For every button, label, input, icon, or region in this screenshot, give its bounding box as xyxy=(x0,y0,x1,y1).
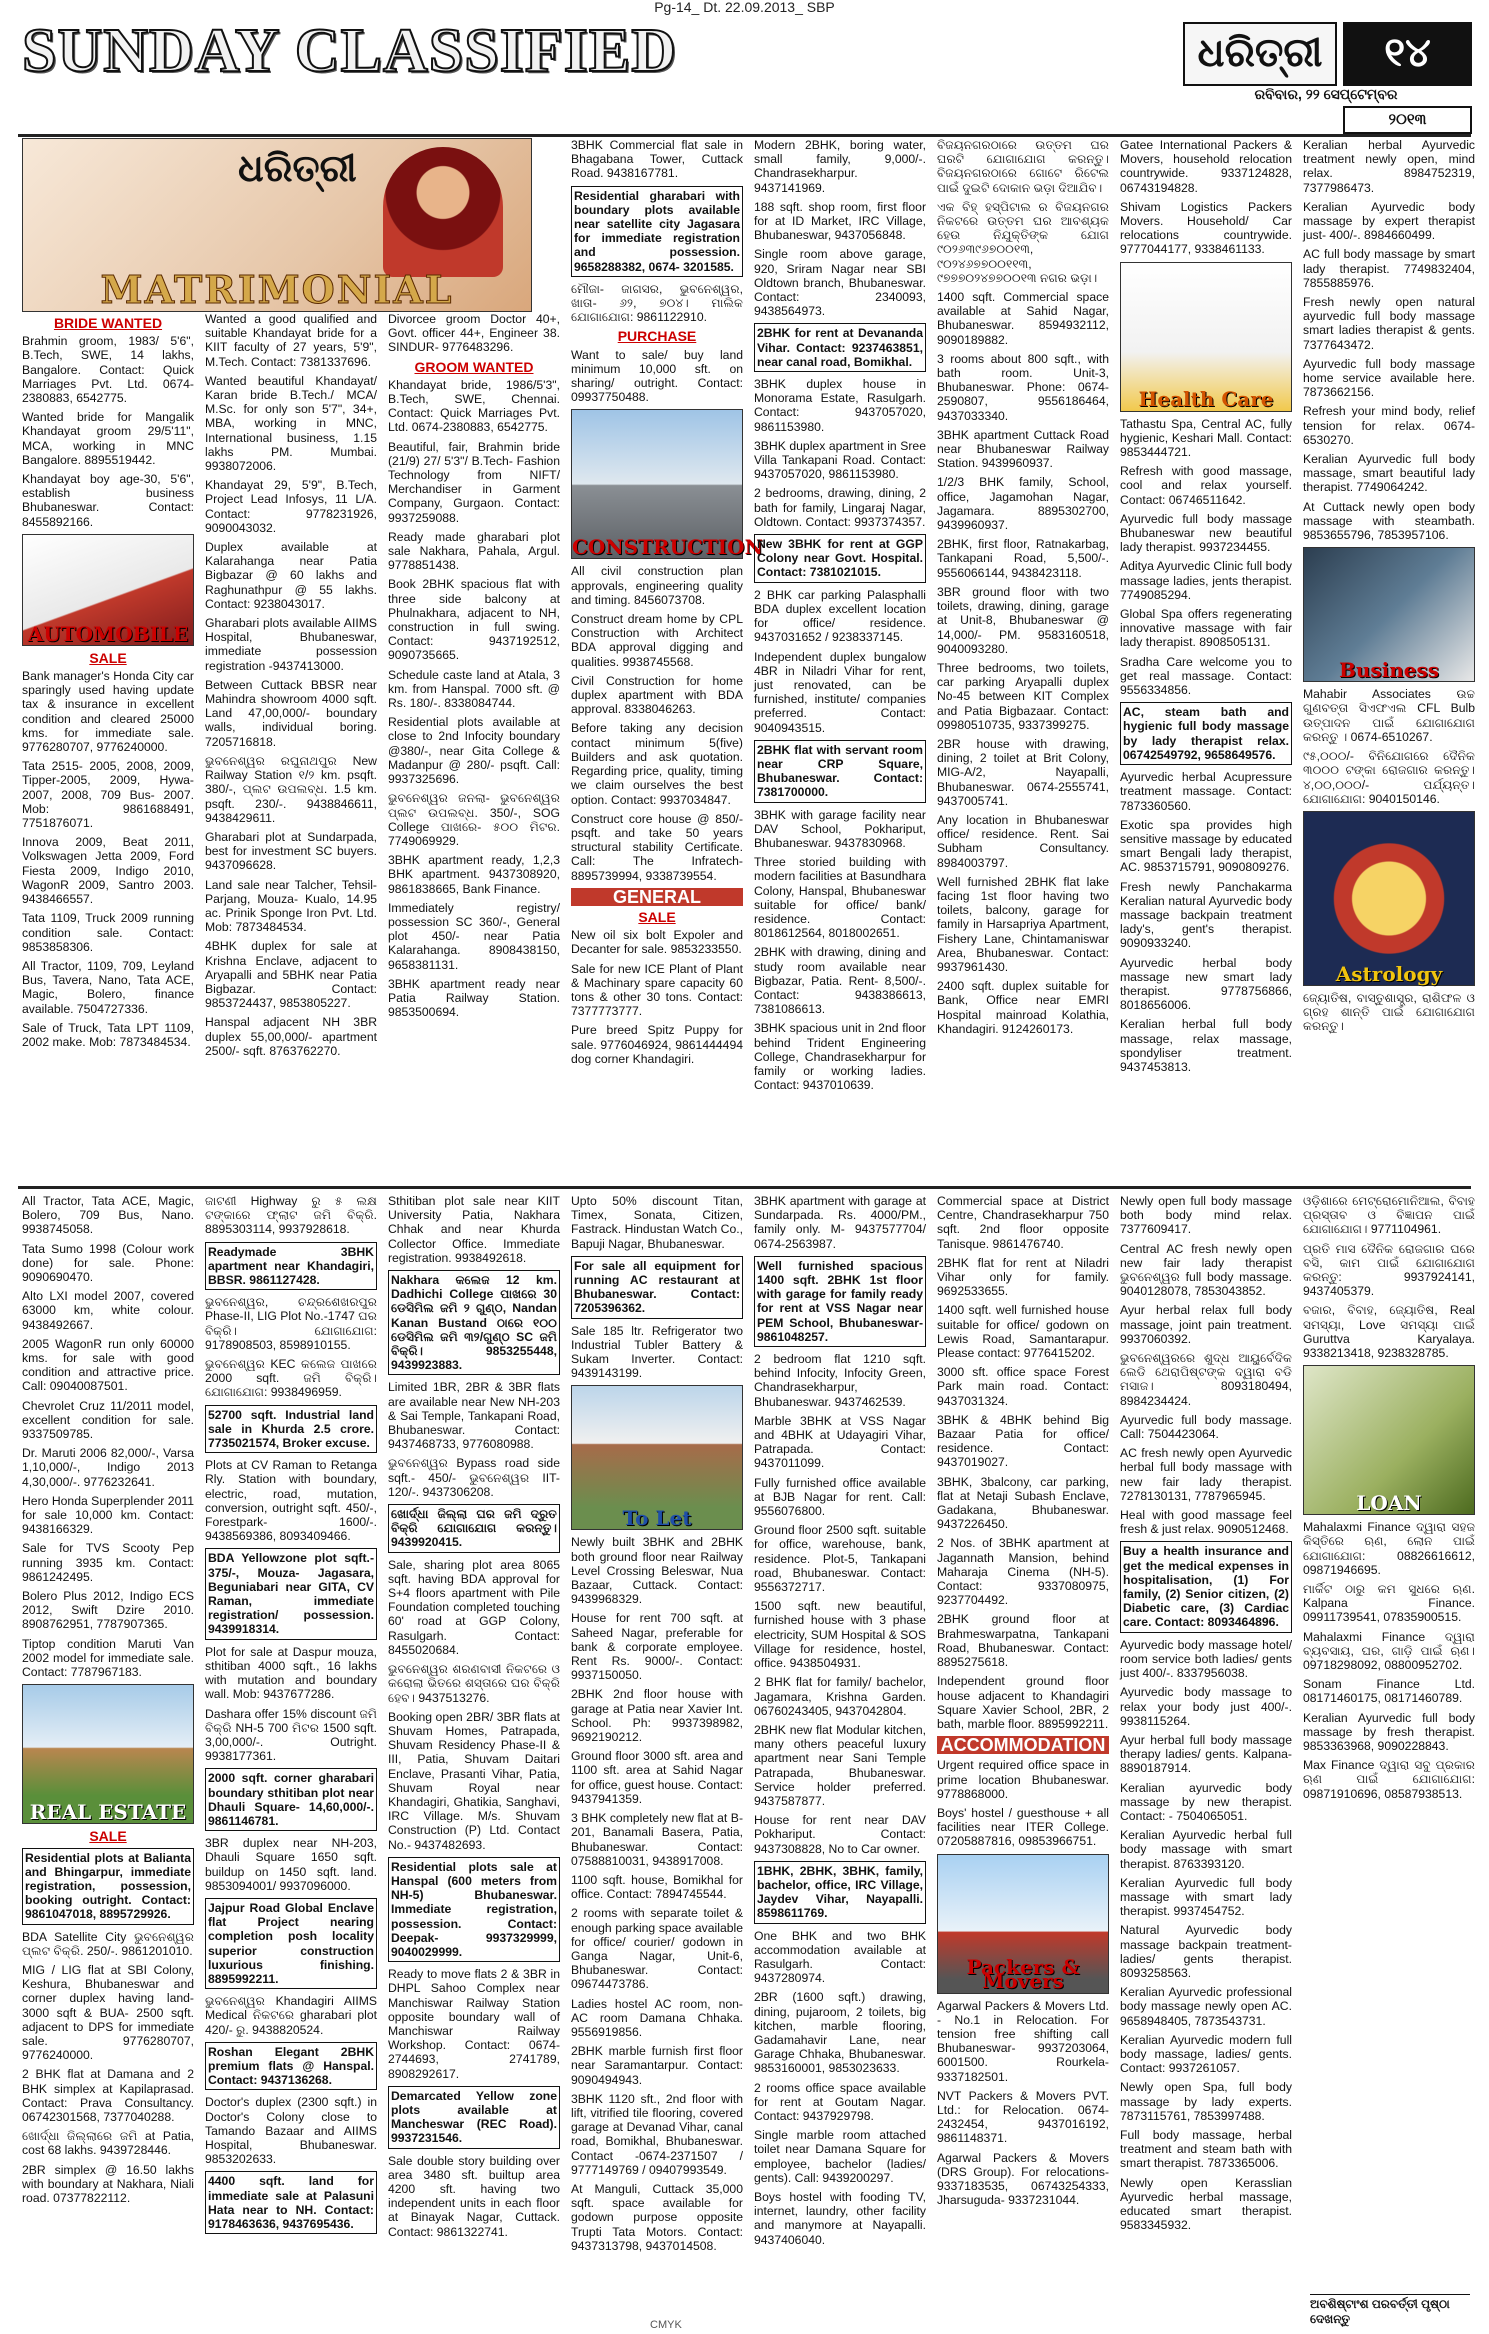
classified-ad: 1BHK, 2BHK, 3BHK, family, bachelor, office, IRC Village, Jaydev Vihar, Nayapalli. 8598611769. xyxy=(754,1861,926,1924)
classified-ad: Any location in Bhubaneswar office/ residence. Rent. Sai Subham Consultancy. 8984003797. xyxy=(937,812,1109,870)
classified-ad: Max Finance ଦ୍ୱାରା ସବୁ ପ୍ରକାର ଋଣ ପାଇଁ ଯୋଗାଯୋଗ: 09871910696, 08587938513. xyxy=(1303,1758,1475,1801)
column-6 xyxy=(937,138,1109,1180)
classified-ad: Newly open Spa, full body massage by lady experts. 7873115761, 7853997488. xyxy=(1120,2080,1292,2123)
classified-ad: Global Spa offers regenerating innovative massage with fair lady therapist. 8908505131. xyxy=(1120,607,1292,650)
classified-ad: 2BHK ground floor at Brahmeswarpatna, Tankapani Road, Bhubaneswar. Contact: 8895275618. xyxy=(937,1612,1109,1670)
classified-ad: Exotic spa provides high sensitive massage by educated smart Bengali lady therapist, AC. 9853715791, 9090809276. xyxy=(1120,817,1292,875)
classified-ad: Ground floor 2500 sqft. suitable for office, warehouse, bank, residence. Plot-5, Tankapani road, Bhubaneswar. Contact: 9556372717. xyxy=(754,1523,926,1595)
classified-ad: Ready to move flats 2 & 3BR in DHPL Sahoo Complex near Manchiswar Railway Station opposite boundary wall of Manchiswar Railway Workshop. Contact: 0674- 2744693, 2741789, 8908292617. xyxy=(388,1967,560,2081)
classified-ad: Ayurvedic full body massage Bhubaneswar new beautiful lady therapist. 9937234455. xyxy=(1120,511,1292,555)
construction-image xyxy=(571,409,763,560)
continued-note: ଅବଶିଷ୍ଟାଂଶ ପରବର୍ତ୍ତୀ ପୃଷ୍ଠା ଦେଖନ୍ତୁ xyxy=(1310,2294,1470,2327)
classified-ad: AC fresh newly open Ayurvedic herbal full body massage with new fair lady therapist. 7278130131, 7787965945. xyxy=(1120,1446,1292,1503)
classified-ad: 3BHK & 4BHK behind Big Bazaar Patia for office/ residence. Contact: 9437019027. xyxy=(937,1412,1109,1470)
classified-ad: Ayurvedic full body massage. Call: 7504423064. xyxy=(1120,1412,1292,1442)
real-estate-image-label: REAL ESTATE xyxy=(29,1800,187,1825)
classified-ad: Gatee International Packers & Movers, household relocation countrywide. 9337124828, 06743194828. xyxy=(1120,138,1292,195)
classified-ad: ମାର୍କିଟ ଠାରୁ କମ ସୁଧରେ ଋଣ. Kalpana Finance. 09911739541, 07835900515. xyxy=(1303,1582,1475,1625)
classified-ad: Agarwal Packers & Movers Ltd. - No.1 in Relocation. For tension free shifting call Bhubaneswar- 9937203064, 6001500. Rourkela- 9337182501. xyxy=(937,1998,1109,2084)
column-7 xyxy=(1120,138,1292,1180)
classified-ad: Three storied building with modern facilities at Basundhara Colony, Hanspal, Bhubaneswar suitable for office/ bank/ residence. Contact: 8018612564, 8018002651. xyxy=(754,855,926,941)
to-let-image xyxy=(571,1385,743,1530)
classified-ad: At Manguli, Cuttack 35,000 sqft. space available for godown purpose opposite Trupti Tata Motors. Contact: 9437313798, 9437014508. xyxy=(571,2181,743,2253)
classified-ad: Gharabari plots available AIIMS Hospital, Bhubaneswar, immediate possession registration -9437413000. xyxy=(205,616,377,673)
column-1 xyxy=(22,312,194,1180)
classified-ad: Between Cuttack BBSR near Mahindra showroom 4000 sqft. Land 47,00,000/- boundary walls, individual boring. 7205716818. xyxy=(205,677,377,749)
classified-ad: Ayur herbal relax full body massage, joint pain treatment. 9937060392. xyxy=(1120,1303,1292,1346)
classified-ad: 2005 WagonR run only 60000 kms. for sale with good condition and attractive price. Call: 09040087501. xyxy=(22,1336,194,1394)
classified-ad: 2 bedroom flat 1210 sqft. behind Infocity, Infocity Green, Chandrasekharpur, Bhubaneswar. 9437462539. xyxy=(754,1352,926,1409)
real-estate-image xyxy=(22,1684,194,1824)
loan-image-label: LOAN xyxy=(1356,1491,1422,1516)
column-16 xyxy=(1303,1194,1475,2289)
column-8 xyxy=(1303,138,1475,1180)
classified-ad: Sale 185 ltr. Refrigerator two Industrial Tubler Battery & Sukam Inverter. Contact: 9439143199. xyxy=(571,1323,743,1381)
bride-figure-icon xyxy=(383,147,503,277)
classified-ad: AC, steam bath and hygienic full body massage by lady therapist relax. 06742549792, 9658649576. xyxy=(1120,702,1292,765)
classified-ad: 3BHK 1120 sft., 2nd floor with lift, vitrified tile flooring, covered garage at Devanad Vihar, canal road, Bomikhal, Bhubaneswar. Contact -0674-2371507 / 9777149769 / 09407993549. xyxy=(571,2091,743,2177)
classified-ad: BDA Satellite City ଭୁବନେଶ୍ୱର ପ୍ଲଟ ବିକ୍ରି. 250/-. 9861201010. xyxy=(22,1929,194,1958)
classified-ad: Keralian herbal full body massage, relax massage, spondyliser treatment. 9437453813. xyxy=(1120,1017,1292,1074)
classified-ad: Booking open 2BR/ 3BR flats at Shuvam Homes, Patrapada, Shuvam Residency Phase-II & III, Patia, Shuvam Daitari Enclave, Prasanti Vihar, Patia, Shuvam Royal near Khandagiri, Ghatikia, Sanghavi, IRC Village. M/s. Shuvam Construction (P) Ltd. Contact No.- 9437482693. xyxy=(388,1709,560,1852)
section-heading: BRIDE WANTED xyxy=(53,315,163,331)
column-14 xyxy=(937,1194,1109,2312)
column-15 xyxy=(1120,1194,1292,2312)
section-heading: GROOM WANTED xyxy=(414,358,534,375)
classified-ad: Hanspal adjacent NH 3BR duplex 55,00,000/- apartment 2500/- sqft. 8763762270. xyxy=(205,1015,377,1058)
classified-ad: 3BHK duplex apartment in Sree Villa Tankapani Road. Contact: 9437057020, 9861153980. xyxy=(754,438,926,482)
section-heading: SALE xyxy=(638,908,676,925)
classified-ad: 2 BHK flat at Damana and 2 BHK simplex at Kapilaprasad. Contact: Prava Consultancy. 06742301568, 7377040288. xyxy=(22,2067,194,2124)
classified-ad: Pure breed Spitz Puppy for sale. 9776046924, 9861444494 dog corner Khandagiri. xyxy=(571,1023,743,1066)
classified-ad: Civil Construction for home duplex apartment with BDA approval. 8338046263. xyxy=(571,673,743,717)
business-image xyxy=(1303,547,1475,682)
classified-ad: 3BHK apartment Cuttack Road near Bhubaneswar Railway Station. 9439960937. xyxy=(937,427,1109,471)
classified-ad: 3BHK with garage facility near DAV School, Pokhariput, Bhubaneswar. 9437830968. xyxy=(754,807,926,850)
classified-ad: 1500 sqft. new beautiful, furnished house with 3 phase electricity, SUM Hospital & SOS Village for residence, hostel, office. 9438504931. xyxy=(754,1599,926,1671)
column-3 xyxy=(388,312,560,1180)
classified-ad: Schedule caste land at Atala, 3 km. from Hanspal. 7000 sft. @ Rs. 180/-. 8338084744. xyxy=(388,667,560,711)
category-heading: ACCOMMODATION xyxy=(937,1736,1109,1754)
classified-ad: 3BHK, 3balcony, car parking, flat at Netaji Subash Enclave, Gadakana, Bhubaneswar. 9437226450. xyxy=(937,1474,1109,1532)
classified-ad: Keralian herbal Ayurvedic treatment newly open, mind relax. 8984752319, 7377986473. xyxy=(1303,138,1475,195)
classified-ad: Khandayat 29, 5'9", B.Tech, Project Lead Infosys, 11 L/A. Contact: 9778231926, 9090043032. xyxy=(205,478,377,535)
classified-ad: Well furnished spacious 1400 sqft. 2BHK 1st floor with garage for family ready for rent at VSS Nagar near PEM School, Bhubaneswar- 9861048257. xyxy=(754,1256,926,1347)
classified-ad: New oil six bolt Expoler and Decanter for sale. 9853233550. xyxy=(571,928,743,957)
newspaper-logo: ଧରିତ୍ରୀ xyxy=(1183,22,1337,86)
classified-ad: Tathastu Spa, Central AC, fully hygienic, Keshari Mall. Contact: 9853444721. xyxy=(1120,416,1292,460)
classified-ad: Ayurvedic body massage hotel/ room service both ladies/ gents just 400/-. 8337956038. xyxy=(1120,1637,1292,1681)
classified-ad: BDA Yellowzone plot sqft.- 375/-, Mouza- Jagasara, Beguniabari near GITA, CV Raman, immediate registration/ possession. 9439918314. xyxy=(205,1548,377,1639)
classified-ad: 3BHK spacious unit in 2nd floor behind Trident Engineering College, Chandrasekharpur for family or working ladies. Contact: 9437010639. xyxy=(754,1021,926,1093)
classified-ad: Alto LXI model 2007, covered 63000 km, white colour. 9438492667. xyxy=(22,1289,194,1332)
classified-ad: Boys hostel with fooding TV, internet, laundry, other facility and manymore at Nayapalli. 9437406040. xyxy=(754,2190,926,2247)
classified-ad: 2BR house with drawing, dining, 2 toilet at Brit Colony, MIG-A/2, Nayapalli, Bhubaneswar. 0674-2555741, 9437005741. xyxy=(937,736,1109,808)
classified-ad: 3BHK apartment ready, 1,2,3 BHK apartment. 9437308920, 9861838665, Bank Finance. xyxy=(388,853,560,896)
classified-ad: Ayur herbal full body massage therapy ladies/ gents. Kalpana- 8890187914. xyxy=(1120,1732,1292,1776)
classified-ad: 3BHK apartment ready near Patia Railway Station. 9853500694. xyxy=(388,976,560,1020)
classified-ad: 2 bedrooms, drawing, dining, 2 bath for family, Lingaraj Nagar, Oldtown. Contact: 9937374357. xyxy=(754,486,926,529)
classified-ad: ପ୍ରତି ମାସ ଦୈନିକ ରୋଜଗାର ଘରେ ବସି, କାମ ପାଇଁ ଯୋଗାଯୋଗ କରନ୍ତୁ: 9937924141, 9437405379. xyxy=(1303,1241,1475,1299)
classified-ad: 188 sqft. shop room, first floor for at ID Market, IRC Village, Bhubaneswar, 9437056848. xyxy=(754,199,926,243)
classified-ad: Tiptop condition Maruti Van 2002 model for immediate sale. Contact: 7787967183. xyxy=(22,1636,194,1680)
classified-ad: ଭୁବନେଶ୍ୱର ଶରଣବାସୀ ନିକଟରେ ଓ କରୋଲା ଭିତରେ ଶସ୍ତାରେ ଘର ବିକ୍ରି ହେବ। 9437513276. xyxy=(388,1662,560,1705)
classified-ad: Immediately registry/ possession SC 360/-, General plot 450/- near Patia Kalarahanga. 8908438150, 9658381131. xyxy=(388,900,560,972)
classified-ad: Want to sale/ buy land minimum 10,000 sft. on sharing/ outright. Contact: 09937750488. xyxy=(571,347,743,405)
classified-ad: House for rent 700 sqft. at Saheed Nagar, preferable for bank & corporate employee. Rent Rs. 9000/-. Contact: 9937150050. xyxy=(571,1611,743,1683)
classified-ad: Residential plots at Balianta and Bhingarpur, immediate registration, possession, booking outright. Contact: 9861047018, 8895729926. xyxy=(22,1848,194,1925)
classified-ad: ବିଜୟନଗରଠାରେ ଉତ୍ତମ ଘର ଘରଟି ଯୋଗାଯୋଗ କରନ୍ତୁ। ବିଜୟନଗରଠାରେ ଗୋଟେ ରିଟେଲ ପାଇଁ ଦୁଇଟି ଦୋକାନ ଭଡ଼ା ଦିଆଯିବ। xyxy=(937,138,1109,195)
column-2 xyxy=(205,312,377,1180)
classified-ad: 2BHK 2nd floor house with garage at Patia near Xavier Int. School. Ph: 9937398982, 9692190212. xyxy=(571,1687,743,1745)
classified-ad: 2000 sqft. corner gharabari boundary sthitiban plot near Dhauli Square- 14,60,000/-. 9861146781. xyxy=(205,1768,377,1831)
classified-ad: House for rent near DAV Pokhariput. Contact: 9437308828, No to Car owner. xyxy=(754,1813,926,1856)
classified-ad: Single room above garage, 920, Sriram Nagar near SBI Oldtown branch, Bhubaneswar. Contact: 2340093, 9438564973. xyxy=(754,247,926,319)
classified-ad: 3 rooms about 800 sqft., with bath room. Unit-3, Bhubaneswar. Phone: 0674- 2590807, 9556186464, 9437033340. xyxy=(937,351,1109,423)
classified-ad: Sonam Finance Ltd. 08171460175, 08171460789. xyxy=(1303,1677,1475,1706)
section-heading: SALE xyxy=(89,649,127,666)
classified-ad: Sale double story building over area 3480 sft. builtup area 4200 sft. having two independent units in each floor at Binayak Nagar, Cuttack. Contact: 9861322741. xyxy=(388,2153,560,2239)
classified-ad: Commercial space at District Centre, Chandrasekharpur 750 sqft. 2nd floor opposite Tanisque. 9861476740. xyxy=(937,1194,1109,1251)
classified-ad: ଭୁବନେଶ୍ୱର KEC କଲେଜ ପାଖରେ 2000 sqft. ଜମି ବିକ୍ରି। ଯୋଗାଯୋଗ: 9938496959. xyxy=(205,1357,377,1400)
classified-ad: 2BHK with drawing, dining and study room available near Bigbazar, Patia. Rent- 8,500/-. Contact: 9438386613, 7381086613. xyxy=(754,945,926,1017)
classified-ad: ଭୁବନେଶ୍ୱର ରଘୁନାଥପୁର New Railway Station ୧/୨ km. psqft. 380/-, ପ୍ଲଟ ଉପଲବ୍ଧ. 1.5 km. psqft. 230/-. 9438846611, 9438429611. xyxy=(205,753,377,825)
cmyk-mark: CMYK xyxy=(650,2319,682,2331)
classified-ad: Keralian Ayurvedic full body massage by fresh therapist. 9853363968, 9090228843. xyxy=(1303,1710,1475,1754)
automobile-image xyxy=(22,534,194,646)
classified-ad: Wanted a good qualified and suitable Khandayat bride for a KIIT faculty of 27 years, 5'9", M.Tech. Contact: 7381337696. xyxy=(205,312,377,369)
classified-ad: Well furnished 2BHK flat lake facing 1st floor having two toilets, balcony, garage for family in Harsapriya Apartment, Fishery Lane, Chintamaniswar Area, Bhubaneswar. Contact: 9937961430. xyxy=(937,874,1109,974)
classified-ad: Sale, sharing plot area 8065 sqft. having BDA approval for S+4 floors apartment with Pile Foundation completed touching 60' road at GGP Colony, Rasulgarh. Contact: 8455020684. xyxy=(388,1557,560,1657)
classified-ad: ଜାଟଣୀ Highway ରୁ ୫ ଲକ୍ଷ ଟଙ୍କାରେ ଫ୍ଲାଟ ଜମି ବିକ୍ରି. 8895303114, 9937928618. xyxy=(205,1194,377,1237)
classified-ad: 4400 sqft. land for immediate sale at Palasuni Hata near to NH. Contact: 9178463636, 9437695436. xyxy=(205,2171,377,2234)
classified-ad: One BHK and two BHK accommodation available at Rasulgarh. Contact: 9437280974. xyxy=(754,1928,926,1986)
classified-ad: Doctor's duplex (2300 sqft.) in Doctor's Colony close to Tamando Bazaar and AIIMS Hospital, Bhubaneswar. 9853202633. xyxy=(205,2095,377,2167)
fold-divider xyxy=(18,1186,1471,1189)
classified-ad: Before taking any decision contact minimum 5(five) Builders and ask quotation. Regarding price, quality, timing we claim ourselves the best option. Contact: 9937034847. xyxy=(571,721,743,807)
to-let-image-label: To Let xyxy=(622,1506,692,1531)
classified-ad: 4BHK duplex for sale at Krishna Enclave, adjacent to Aryapalli and 5BHK near Patia Bigbazar. Contact: 9853724437, 9853805227. xyxy=(205,939,377,1011)
classified-ad: Agarwal Packers & Movers (DRS Group). For relocations- 9337183535, 06743254333, Jharsuguda- 9337231044. xyxy=(937,2150,1109,2208)
classified-ad: 2 rooms office space available for rent at Goutam Nagar. Contact: 9437929798. xyxy=(754,2080,926,2123)
classified-ad: Newly open Kerasslian Ayurvedic herbal massage, educated smart therapist. 9583345932. xyxy=(1120,2175,1292,2233)
classified-ad: Beautiful, fair, Brahmin bride (21/9) 27/ 5'3"/ B.Tech- Fashion Technology from NIFT/ Merchandiser in Garment Company, Gurgaon. Contact: 9937259088. xyxy=(388,439,560,525)
classified-ad: 52700 sqft. Industrial land sale in Khurda 2.5 crore. 7735021574, Broker excuse. xyxy=(205,1405,377,1454)
classified-ad: 1/2/3 BHK family, School, office, Jagamohan Nagar, Jagamara. 8895302700, 9439960937. xyxy=(937,475,1109,533)
classified-ad: Sthitiban plot sale near KIIT University Patia, Nakhara Chhak and near Khurda Collector Office. Immediate registration. 9938492618. xyxy=(388,1194,560,1265)
classified-ad: Sale for TVS Scooty Pep running 3935 km. Contact: 9861242495. xyxy=(22,1541,194,1584)
page-number: ୧୪ xyxy=(1343,22,1472,86)
classified-ad: Dr. Maruti 2006 82,000/-, Varsa 1,10,000/-, Indigo 2013 4,30,000/-. 9776232641. xyxy=(22,1446,194,1489)
classified-ad: Khandayat bride, 1986/5'3", B.Tech, SWE, Chennai. Contact: Quick Marriages Pvt. Ltd. 0674-2380883, 6542775. xyxy=(388,377,560,435)
classified-ad: Ladies hostel AC room, non- AC room Damana Chhaka. 9556919856. xyxy=(571,1996,743,2039)
classified-ad: 3BHK duplex house in Monorama Estate, Rasulgarh. Contact: 9437057020, 9861153980. xyxy=(754,377,926,434)
classified-ad: Residential plots available at close to 2nd Infocity boundary @380/-, near Gita College & Madanpur @ 280/- psqft. Call: 9937325696. xyxy=(388,715,560,787)
classified-ad: Mahalaxmi Finance ଦ୍ୱାରା ବ୍ୟବସାୟ, ଘର, ଗାଡ଼ି ପାଇଁ ଋଣ। 09718298092, 08800952702. xyxy=(1303,1629,1475,1673)
column-12 xyxy=(571,1194,743,2312)
classified-ad: Boys' hostel / guesthouse + all facilities near ITER College. 07205887816, 09853966751. xyxy=(937,1805,1109,1849)
astrology-image xyxy=(1303,811,1475,986)
classified-ad: ଏକ ବିହ୍ ହସ୍ପିଟାଲ ର ବିଜୟନଗର ନିକଟରେ ଉତ୍ତମ ଘର ଆବଶ୍ୟକ ହେଉ ନିଯୁକ୍ତିଙ୍କ ଯୋଗ ୯୦୨୬୩୯୬୭୦୦୧୩, ୯୦୨୪୬୭୭୦୦୧୧୩, ୯୭୭୭୦୨୪୭୭୦୦୧୩ ନଗର ଭଡ଼ା। xyxy=(937,199,1109,285)
classified-ad: Bolero Plus 2012, Indigo ECS 2012, Swift Dzire 2010. 8908762951, 7787907365. xyxy=(22,1589,194,1632)
classified-ad: 2 BHK car parking Palasphalli BDA duplex excellent location for office/ residence. 9437031652 / 9238337145. xyxy=(754,587,926,645)
astrology-image-label: Astrology xyxy=(1335,961,1443,986)
classified-ad: 3BHK Commercial flat sale in Bhagabana Tower, Cuttack Road. 9438167781. xyxy=(571,138,743,181)
classified-ad: Independent duplex bungalow 4BR in Niladri Vihar for rent, just renovated, can be furnished, institute/ companies preferred. Contact: 9040943515. xyxy=(754,649,926,735)
classified-ad: 2BHK flat with servant room near CRP Square, Bhubaneswar. Contact: 7381700000. xyxy=(754,740,926,803)
classified-ad: ଖୋର୍ଦ୍ଧା ଜିଲ୍ଲା ଘର ଜମି ଦ୍ରୁତ ବିକ୍ରି ଯୋଗାଯୋଗ କରନ୍ତୁ। 9439920415. xyxy=(388,1504,560,1553)
matrimonial-banner-image xyxy=(22,138,532,312)
classified-ad: NVT Packers & Movers PVT. Ltd.: for Relocation. 0674- 2432454, 9437016192, 9861148371. xyxy=(937,2088,1109,2146)
classified-ad: ଭୁବନେଶ୍ୱର, ଚନ୍ଦ୍ରଶେଖରପୁର Phase-II, LIG Plot No.-1747 ଘର ବିକ୍ରି। ଯୋଗାଯୋଗ: 9178908503, 8598910155. xyxy=(205,1295,377,1352)
classified-ad: Fresh newly Panchakarma Keralian natural Ayurvedic body massage backpain treatment lady's, gent's therapist. 9090933240. xyxy=(1120,879,1292,951)
classified-ad: ଭୁବନେଶ୍ୱର Bypass road side sqft.- 450/- ଭୁବନେଶ୍ୱର IIT- 120/-. 9437306208. xyxy=(388,1456,560,1499)
column-9 xyxy=(22,1194,194,2312)
classified-ad: Construct dream home by CPL Construction with Architect BDA approval digging and qualities. 9938745568. xyxy=(571,612,743,669)
business-image-label: Business xyxy=(1338,658,1440,683)
classified-ad: Ayurvedic herbal Acupressure treatment massage. Contact: 7873360560. xyxy=(1120,770,1292,813)
classified-ad: Construct core house @ 850/- psqft. and take 50 years structural stability Certificate. Call: The Infratech- 8895739994, 9338739554. xyxy=(571,811,743,883)
classified-ad: 2BHK for rent at Devananda Vihar. Contact: 9237463851, near canal road, Bomikhal. xyxy=(754,323,926,372)
automobile-image-label: AUTOMOBILE xyxy=(27,621,189,646)
classified-ad: MIG / LIG flat at SBI Colony, Keshura, Bhubaneswar and corner duplex having land- 3000 sqft & BUA- 2500 sqft. adjacent to DPS for immediate sale. 9776280707, 9776240000. xyxy=(22,1962,194,2063)
classified-ad: 3BR ground floor with two toilets, drawing, dining, garage at Unit-8, Bhubaneswar @ 14,000/- PM. 9583160518, 9040093280. xyxy=(937,584,1109,656)
print-marks xyxy=(0,2318,1489,2332)
classified-ad: All Tractor, Tata ACE, Magic, Bolero, 709 Bus, Nano. 9938745058. xyxy=(22,1194,194,1237)
classified-ad: Keralian Ayurvedic professional body massage newly open AC. 9658948405, 7873543731. xyxy=(1120,1985,1292,2028)
classified-ad: Ayurvedic full body massage home service available here. 7873662156. xyxy=(1303,356,1475,400)
classified-ad: Plot for sale at Daspur mouza, sthitiban 4000 sqft., 16 lakhs with mutation and boundary wall. Mob: 9437677286. xyxy=(205,1644,377,1702)
classified-ad: Chevrolet Cruz 11/2011 model, excellent condition for sale. 9337509785. xyxy=(22,1398,194,1442)
page-slug: Pg-14_ Dt. 22.09.2013_ SBP xyxy=(654,0,835,15)
classified-ad: 1100 sqft. house, Bomikhal for office. Contact: 7894745544. xyxy=(571,1872,743,1902)
classified-ad: Tata 1109, Truck 2009 running condition sale. Contact: 9853858306. xyxy=(22,911,194,954)
classified-ad: Readymade 3BHK apartment near Khandagiri, BBSR. 9861127428. xyxy=(205,1242,377,1291)
classified-ad: Limited 1BR, 2BR & 3BR flats are available near New NH-203 & Sai Temple, Tankapani Road, Bhubaneswar. Contact: 9437468733, 9776080988. xyxy=(388,1380,560,1452)
health-care-image-label: Health Care xyxy=(1138,387,1274,412)
section-title: SUNDAY CLASSIFIED xyxy=(22,17,677,85)
classified-ad: Keralian Ayurvedic herbal full body massage with smart therapist. 8763393120. xyxy=(1120,1828,1292,1871)
column-10 xyxy=(205,1194,377,2312)
classified-ad: Mahabir Associates ଉଚ୍ଚ ଗୁଣବତ୍ତା ସିଏଫଏଲ CFL Bulb ଉତ୍ପାଦନ ପାଇଁ ଯୋଗାଯୋଗ କରନ୍ତୁ । 0674-6510267. xyxy=(1303,687,1475,744)
classified-ad: Gharabari plot at Sundarpada, best for investment SC buyers. 9437096628. xyxy=(205,829,377,873)
classified-ad: ଓଡ଼ିଶାରେ ମେଟ୍ରୋମୋନିଆଲ, ବିବାହ ପ୍ରସ୍ତାବ ଓ ବିଜ୍ଞାପନ ପାଇଁ ଯୋଗାଯୋଗ। 9771104961. xyxy=(1303,1194,1475,1237)
classified-ad: Residential gharabari with boundary plots available near satellite city Jagasara for immediate registration and possession. 9658288382, 0674- 3201585. xyxy=(571,186,743,277)
classified-ad: At Cuttack newly open body massage with steambath. 9853655796, 7853957106. xyxy=(1303,499,1475,543)
classified-ad: 3BHK apartment with garage at Sundarpada. Rs. 4000/PM., family only. M- 9437577704/ 0674-2563987. xyxy=(754,1194,926,1251)
classified-ad: Nakhara କଲେଜ 12 km. Dadhichi College ପାଖରେ 30 ଡେସିମିଲ ଜମି ୨ ଗୁଣ୍ଠ, Nandan Kanan Bustand ଠାରେ ୧୦୦ ଡେସିମିଲ ଜମି ୩୨/ଗୁଣ୍ଠ SC ଜମି ବିକ୍ରି। 9853255448, 9439923883. xyxy=(388,1270,560,1375)
packers-movers-image xyxy=(937,1854,1109,1994)
classified-ad: Innova 2009, Beat 2011, Volkswagen Jetta 2009, Ford Fiesta 2009, Indigo 2010, WagonR 2009, Santro 2003. 9438466557. xyxy=(22,835,194,907)
matrimonial-title: MATRIMONIAL xyxy=(100,267,454,312)
classified-ad: Aditya Ayurvedic Clinic full body massage ladies, jents therapist. 7749085294. xyxy=(1120,559,1292,602)
classified-ad: Roshan Elegant 2BHK premium flats @ Hanspal. Contact: 9437136268. xyxy=(205,2042,377,2091)
classified-ad: Brahmin groom, 1983/ 5'6", B.Tech, SWE, 14 lakhs, Bangalore. Contact: Quick Marriages Pvt. Ltd. 0674-2380883, 6542775. xyxy=(22,334,194,406)
classified-ad: Plots at CV Raman to Retanga Rly. Station with boundary, electric, road, mutation, conversion, outright sqft. 450/-, Forestpark- 1600/-. 9438569386, 8093409466. xyxy=(205,1458,377,1544)
classified-ad: Residential plots sale at Hanspal (600 meters from NH-5) Bhubaneswar. Immediate registration, possession. Contact: Deepak- 9937329999, 9040029999. xyxy=(388,1857,560,1962)
classified-ad: AC full body massage by smart lady therapist. 7749832404, 7855885976. xyxy=(1303,247,1475,290)
classified-ad: 2 Nos. of 3BHK apartment at Jagannath Mansion, behind Maharaja Cinema (NH-5). Contact: 9337080975, 9237704492. xyxy=(937,1536,1109,1608)
classified-ad: Fresh newly open natural ayurvedic full body massage smart ladies therapist & gents. 7377643472. xyxy=(1303,295,1475,352)
construction-image-label: CONSTRUCTION xyxy=(572,535,763,560)
classified-ad: 1400 sqft. Commercial space available at Sahid Nagar, Bhubaneswar. 8594932112, 9090189882. xyxy=(937,290,1109,347)
classified-ad: Hero Honda Superplender 2011 for sale 10,000 km. Contact: 9438166329. xyxy=(22,1493,194,1537)
classified-ad: 2 BHK flat for family/ bachelor, Jagamara, Krishna Garden. 06760243405, 9437042804. xyxy=(754,1675,926,1718)
classified-ad: ଭୁବନେଶ୍ୱରରେ ଶୁଦ୍ଧ ଆୟୁର୍ବେଦିକ ଲେଡି ଥେରାପିଷ୍ଟଙ୍କ ଦ୍ୱାରା ବଡି ମସାଜ। 8093180494, 8984234424. xyxy=(1120,1351,1292,1408)
issue-date: ରବିବାର, ୨୨ ସେପ୍ଟେମ୍ବର xyxy=(1254,86,1398,102)
category-heading: GENERAL xyxy=(571,888,743,906)
classified-ad: Demarcated Yellow zone plots available at Mancheswar (REC Road). 9937231546. xyxy=(388,2086,560,2149)
classified-ad: ମୌଜା- ଜାଗସର, ଭୁବନେଶ୍ୱର, ଖାତା- ୬୨, ୭୦୪। ମାଲିକ ଯୋଗାଯୋଗ: 9861122910. xyxy=(571,281,743,325)
classified-ad: Ground floor 3000 sft. area and 1100 sft. area at Sahid Nagar for office, guest house. Contact: 9437941359. xyxy=(571,1749,743,1806)
classified-ad: Wanted beautiful Khandayat/ Karan bride B.Tech./ MCA/ M.Sc. for only son 5'7", 34+, MBA, working in MNC, International business, 1.15 lakhs PM. Mumbai. 9938072006. xyxy=(205,373,377,474)
column-11 xyxy=(388,1194,560,2312)
classified-ad: 2BHK, first floor, Ratnakarbag, Tankapani Road, 5,500/-. 9556066144, 9438423118. xyxy=(937,537,1109,580)
classified-ad: Ayurvedic herbal body massage new smart lady therapist. 9778756866, 8018656006. xyxy=(1120,955,1292,1013)
classified-ad: Marble 3BHK at VSS Nagar and 4BHK at Udayagiri Vihar, Patrapada. Contact: 9437011099. xyxy=(754,1413,926,1471)
masthead xyxy=(18,14,1471,137)
classified-ad: Heal with good massage feel fresh & just relax. 9090512468. xyxy=(1120,1508,1292,1537)
classified-ad: 3 BHK completely new flat at B-201, Banamali Basera, Patia, Bhubaneswar. Contact: 07588810031, 9438917008. xyxy=(571,1811,743,1868)
classified-ad: Keralian Ayurvedic body massage by expert therapist just- 400/-. 8984660499. xyxy=(1303,199,1475,243)
classified-ad: ବଜାର, ବିବାହ, ଜ୍ୟୋତିଷ, Real ସମସ୍ୟା, Love ସମସ୍ୟା ପାଇଁ Guruttva Karyalaya. 9338213418, 9238328785. xyxy=(1303,1303,1475,1361)
classified-ad: 1400 sqft. well furnished house suitable for office/ godown on Lewis Road, Samantarapur. Please contact: 9776415202. xyxy=(937,1303,1109,1361)
classified-ad: Keralian Ayurvedic modern full body massage, ladies/ gents. Contact: 9937261057. xyxy=(1120,2032,1292,2076)
issue-year: ୨୦୧୩ xyxy=(1343,106,1472,134)
section-heading: PURCHASE xyxy=(617,328,697,345)
classified-ad: Book 2BHK spacious flat with three side balcony at Phulnakhara, adjacent to NH, construction in full swing. Contact: 9437192512, 9090735665. xyxy=(388,577,560,663)
classified-ad: Dashara offer 15% discount ଜମି ବିକ୍ରି NH-5 700 ମିଟର 1500 sqft. 3,00,000/-. Outright. 9938177361. xyxy=(205,1706,377,1764)
column-13 xyxy=(754,1194,926,2312)
classified-ad: Ayurvedic body massage to relax your body just 400/-. 9938115264. xyxy=(1120,1685,1292,1728)
classified-ad: 3BR duplex near NH-203, Dhauli Square 1650 sqft. buildup on 1450 sqft. land. 9853094001/ 9937096000. xyxy=(205,1836,377,1893)
classified-ad: Khandayat boy age-30, 5'6", establish business Bhubaneswar. Contact: 8455892166. xyxy=(22,472,194,529)
classified-ad: Land sale near Talcher, Tehsil- Parjang, Mouza- Kualo, 14.95 ac. Prinik Sponge Iron Pvt. Ltd. Mob: 7873484534. xyxy=(205,877,377,935)
classified-ad: Modern 2BHK, boring water, small family, 9,000/-. Chandrasekharpur. 9437141969. xyxy=(754,138,926,195)
classified-ad: 3000 sft. office space Forest Park main road. Contact: 9437031324. xyxy=(937,1365,1109,1408)
classified-ad: All Tractor, 1109, 709, Leyland Bus, Tavera, Nano, Tata ACE, Magic, Bolero, finance available. 7504727336. xyxy=(22,958,194,1016)
classified-ad: 2400 sqft. duplex suitable for Bank, Office near EMRI Hospital mainroad Kolathia, Khandagiri. 9124260173. xyxy=(937,979,1109,1036)
classified-ad: 2BHK flat for rent at Niladri Vihar only for family. 9692533655. xyxy=(937,1255,1109,1299)
classified-ad: Upto 50% discount Titan, Timex, Sonata, Citizen, Fastrack. Hindustan Watch Co., Bapuji Nagar, Bhubaneswar. xyxy=(571,1194,743,1251)
classified-ad: Shivam Logistics Packers Movers. Household/ Car relocations countrywide. 9777044177, 9338461133. xyxy=(1120,199,1292,257)
classified-ad: Sale for new ICE Plant of Plant & Machinary spare capacity 60 tons & other 30 tons. Contact: 7377773777. xyxy=(571,961,743,1019)
classified-ad: Newly built 3BHK and 2BHK both ground floor near Railway Level Crossing Beleswar, Nua Bazaar, Cuttack. Contact: 9439968329. xyxy=(571,1535,743,1607)
classified-ad: Bank manager's Honda City car sparingly used having update tax & insurance in excellent condition and cleared 25000 kms. for immediate sale. 9776280707, 9776240000. xyxy=(22,669,194,755)
classified-ad: Single marble room attached toilet near Damana Square for employee, bachelor (ladies/ gents). Call: 9439200297. xyxy=(754,2128,926,2185)
classified-ad: New 3BHK for rent at GGP Colony near Govt. Hospital. Contact: 7381021015. xyxy=(754,534,926,583)
classified-ad: 2 rooms with separate toilet & enough parking space available for office/ courier/ godown in Ganga Nagar, Unit-6, Bhubaneswar. Contact: 09674473786. xyxy=(571,1906,743,1992)
column-5 xyxy=(754,138,926,1180)
classified-ad: Newly open full body massage both body mind relax. 7377609417. xyxy=(1120,1194,1292,1237)
classified-ad: ଭୁବନେଶ୍ୱର Khandagiri AIIMS Medical ନିକଟରେ gharabari plot 420/- ରୁ. 9438820524. xyxy=(205,1994,377,2037)
classified-ad: Full body massage, herbal treatment and steam bath with smart therapist. 7873365006. xyxy=(1120,2127,1292,2171)
classified-ad: 2BR simplex @ 16.50 lakhs with boundary at Nakhara, Niali road. 07377822112. xyxy=(22,2162,194,2205)
column-4 xyxy=(571,138,763,1180)
classified-ad: Refresh your mind body, relief tension for relax. 0674- 6530270. xyxy=(1303,404,1475,447)
classified-ad: Urgent required office space in prime location Bhubaneswar. 9778868000. xyxy=(937,1758,1109,1801)
classified-ad: Independent ground floor house adjacent to Khandagiri Square Xavier School, 2BR, 2 bath, marble floor. 8895992211. xyxy=(937,1674,1109,1731)
classified-ad: Keralian Ayurvedic full body massage with smart lady therapist. 9937454752. xyxy=(1120,1875,1292,1919)
classified-ad: Duplex available at Kalarahanga near Patia Bigbazar @ 60 lakhs and Raghunathpur @ 55 lakhs. Contact: 9238043017. xyxy=(205,540,377,611)
classified-ad: For sale all equipment for running AC restaurant at Bhubaneswar. Contact: 7205396362. xyxy=(571,1256,743,1319)
classified-ad: 2BHK new flat Modular kitchen, many others peaceful luxury apartment near Sani Temple Patrapada, Bhubaneswar. Service holder preferred. 9437587877. xyxy=(754,1722,926,1808)
classified-ad: Refresh with good massage, cool and relax yourself. Contact: 06746511642. xyxy=(1120,464,1292,507)
classified-ad: Keralian Ayurvedic full body massage, smart beautiful lady therapist. 7749064242. xyxy=(1303,452,1475,495)
classified-ad: Fully furnished office available at BJB Nagar for rent. Call: 9556076800. xyxy=(754,1475,926,1519)
classified-ad: Sale of Truck, Tata LPT 1109, 2002 make. Mob: 7873484534. xyxy=(22,1020,194,1049)
classified-ad: Keralian ayurvedic body massage by new therapist. Contact: - 7504065051. xyxy=(1120,1780,1292,1823)
classified-ad: Three bedrooms, two toilets, car parking Aryapalli duplex No-45 between KIT Complex and Patia Bigbazaar. Contact: 09980510735, 9337399275. xyxy=(937,660,1109,732)
classified-ad: Central AC fresh newly open new fair lady therapist ଭୁବନେଶ୍ୱର full body massage. 9040128078, 7853043852. xyxy=(1120,1241,1292,1299)
classified-ad: ଖୋର୍ଦ୍ଧା ଜିଲ୍ଲାରେ ଜମି at Patia, cost 68 lakhs. 9439728446. xyxy=(22,2129,194,2158)
packers-movers-image-label: Packers & Movers xyxy=(966,1955,1080,1994)
classified-ad: Jajpur Road Global Enclave flat Project nearing completion posh locality superior construction luxurious finishing. 8895992211. xyxy=(205,1898,377,1989)
classified-ad: Buy a health insurance and get the medical expenses in hospitalisation, (1) For family, (2) Senior citizen, (2) Diabetic care, (3) Cardiac care. Contact: 8093464896. xyxy=(1120,1541,1292,1632)
classified-ad: ୯୫,୦୦୦/- ବିନିଯୋଗରେ ଦୈନିକ ୩୦୦୦ ଟଙ୍କା ରୋଜଗାର କରନ୍ତୁ। ୪,୦୦,୦୦୦/- ପର୍ଯ୍ୟନ୍ତ। ଯୋଗାଯୋଗ: 9040150146. xyxy=(1303,749,1475,806)
section-heading: SALE xyxy=(89,1828,127,1845)
classified-ad: Ready made gharabari plot sale Nakhara, Pahala, Argul. 9778851438. xyxy=(388,529,560,573)
classified-ad: Natural Ayurvedic body massage backpain treatment- ladies/ gents therapist. 8093258563. xyxy=(1120,1923,1292,1980)
classified-ad: Wanted bride for Mangalik Khandayat groom 29/5'11", MCA, working in MNC Bangalore. 8895519442. xyxy=(22,410,194,467)
classified-ad: ଭୁବନେଶ୍ୱର ଜନଲା- ଭୁବନେଶ୍ୱର ପ୍ଲଟ ଉପଲବ୍ଧ. 350/-, SOG College ପାଖରେ- ୫୦୦ ମିଟର. 7749069929. xyxy=(388,791,560,848)
matrimonial-logo: ଧରିତ୍ରୀ xyxy=(238,145,357,190)
classified-ad: Sradha Care welcome you to get real massage. Contact: 9556334856. xyxy=(1120,654,1292,698)
classified-ad: 2BHK marble furnish first floor near Saramantarpur. Contact: 9090494943. xyxy=(571,2044,743,2087)
classified-ad: Tata 2515- 2005, 2008, 2009, Tipper-2005, 2009, Hywa- 2007, 2008, 709 Bus- 2007. Mob: 9861688491, 7751876071. xyxy=(22,759,194,831)
classified-ad: Divorcee groom Doctor 40+, Govt. officer 44+, Engineer 38. SINDUR- 9776483296. xyxy=(388,312,560,355)
classified-ad: 2BR (1600 sqft.) drawing, dining, pujaroom, 2 toilets, big kitchen, marble flooring, Gadamahavir Lane, near Garage Chhaka, Bhubaneswar. 9853160001, 9853023633. xyxy=(754,1990,926,2076)
health-care-image xyxy=(1120,262,1292,412)
loan-image xyxy=(1303,1365,1475,1515)
classified-ad: Tata Sumo 1998 (Colour work done) for sale. Phone: 9090690470. xyxy=(22,1241,194,1285)
classified-ad: All civil construction plan approvals, engineering quality and timing. 8456073708. xyxy=(571,564,743,607)
classified-ad: Mahalaxmi Finance ଦ୍ୱାରା ସହଜ କିସ୍ତିରେ ଋଣ, ଲୋନ ପାଇଁ ଯୋଗାଯୋଗ: 08826616612, 09871946695. xyxy=(1303,1520,1475,1577)
classified-ad: ଜ୍ୟୋତିଷ, ବାସ୍ତୁଶାସ୍ତ୍ର, ରାଶିଫଳ ଓ ଗ୍ରହ ଶାନ୍ତି ପାଇଁ ଯୋଗାଯୋଗ କରନ୍ତୁ। xyxy=(1303,990,1475,1034)
